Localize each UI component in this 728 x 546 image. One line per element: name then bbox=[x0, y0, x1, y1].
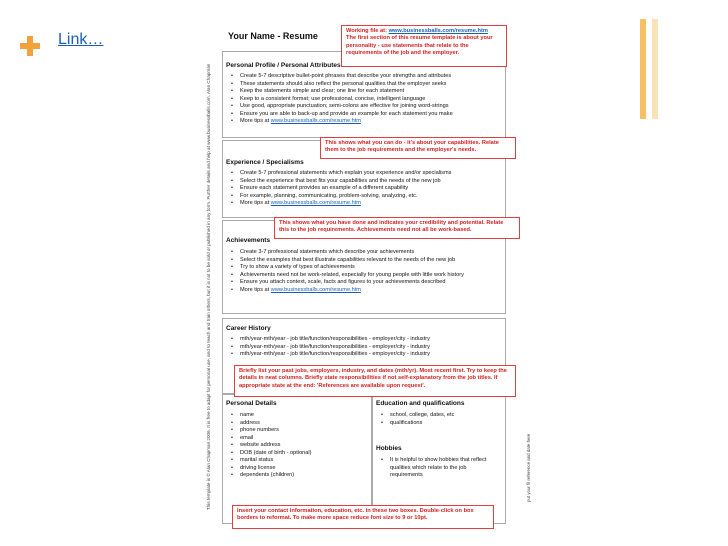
accent-bar-secondary bbox=[652, 19, 658, 119]
resume-template-image bbox=[198, 19, 533, 531]
copyright-side-text: This template is © Alan Chapman 2006. It is free to adapt for personal use, and to teach and train others, but it is not to be sold or published in any form. Further details and help at www.businessballs.com. Alan Chapman bbox=[205, 63, 211, 511]
reference-side-text: put your fil reference and date here bbox=[526, 433, 531, 502]
profile-heading: Personal Profile / Personal Attributes bbox=[226, 62, 341, 69]
list-item: • driving license bbox=[240, 465, 312, 473]
personal-heading: Personal Details bbox=[226, 400, 277, 407]
list-item: • Try to show a variety of types of achievements bbox=[240, 264, 464, 272]
achievements-list bbox=[226, 249, 464, 294]
list-item: • address bbox=[240, 420, 312, 428]
list-item: • Create 5-7 descriptive bullet-point phrases that describe your strengths and attributes bbox=[240, 73, 453, 81]
tips-prefix: More tips at bbox=[240, 200, 271, 207]
personal-list bbox=[226, 412, 312, 480]
list-item bbox=[240, 200, 451, 208]
list-item: • Ensure you are able to back-up and provide an example for each statement you make bbox=[240, 111, 453, 119]
list-item: • qualifications bbox=[390, 420, 454, 428]
list-item: • marital status bbox=[240, 457, 312, 465]
credibility-note: This shows what you have done and indicates your credibility and potential. Relate this to the job requirements. Achievements need not all be work-based. bbox=[274, 217, 520, 239]
list-item: • dependents (children) bbox=[240, 472, 312, 480]
tips-link[interactable]: www.businessballs.com/resume.htm bbox=[270, 118, 361, 125]
experience-list bbox=[226, 170, 451, 208]
tips-prefix: More tips at bbox=[240, 118, 271, 125]
career-note: Briefly list your past jobs, employers, industry, and dates (mth/yr). Most recent first. Try to keep the details in neat columns. Briefly state responsibilities if not self-explanatory from the job titles. If appropriate state at the end: 'References are available upon request'. bbox=[234, 365, 516, 397]
capabilities-note: This shows what you can do - it's about your capabilities. Relate them to the job requirements and the employer's needs. bbox=[320, 137, 516, 159]
working-body: The first section of this resume template is about your personality - use statements that relate to the requirements of the job and the employer. bbox=[346, 35, 493, 57]
plus-bullet-icon bbox=[20, 36, 40, 56]
tips-link[interactable]: www.businessballs.com/resume.htm bbox=[270, 200, 361, 207]
list-item: • Create 3-7 professional statements which describe your achievements bbox=[240, 249, 464, 257]
list-item: • school, college, dates, etc bbox=[390, 412, 454, 420]
resume-link[interactable]: Link… bbox=[58, 31, 104, 48]
list-item: • mth/year-mth/year - job title/function/responsibilities - employer/city - industry bbox=[240, 344, 430, 352]
list-item: • Use good, appropriate punctuation; semi-colons are effective for joining word-strings bbox=[240, 103, 453, 111]
hobbies-list bbox=[376, 457, 500, 480]
experience-heading: Experience / Specialisms bbox=[226, 159, 304, 166]
list-item: • Select the experience that best fits your capabilities and the needs of the new job bbox=[240, 178, 451, 186]
list-item: • Keep the statements simple and clear; one line for each statement bbox=[240, 88, 453, 96]
working-link[interactable]: www.businessballs.com/resume.htm bbox=[388, 28, 488, 34]
resume-title: Your Name - Resume bbox=[228, 31, 318, 41]
list-item: • Select the examples that best illustrate capabilities relevant to the needs of the new job bbox=[240, 257, 464, 265]
achievements-heading: Achievements bbox=[226, 237, 271, 244]
list-item: • For example, planning, communicating, problem-solving, analyzing, etc. bbox=[240, 193, 451, 201]
list-item: • Keep to a consistent format; use professional, concise, intelligent language bbox=[240, 96, 453, 104]
list-item bbox=[240, 118, 453, 126]
list-item: • email bbox=[240, 435, 312, 443]
list-item: • mth/year-mth/year - job title/function/responsibilities - employer/city - industry bbox=[240, 351, 430, 359]
list-item: • Ensure you attach context, scale, facts and figures to your achievements described bbox=[240, 279, 464, 287]
accent-bar bbox=[640, 19, 646, 119]
list-item: • website address bbox=[240, 442, 312, 450]
profile-list bbox=[226, 73, 453, 126]
education-heading: Education and qualifications bbox=[376, 400, 465, 407]
career-list bbox=[226, 336, 430, 359]
list-item: • Create 5-7 professional statements which explain your experience and/or specialisms bbox=[240, 170, 451, 178]
tips-link[interactable]: www.businessballs.com/resume.htm bbox=[270, 286, 361, 293]
list-item: • Ensure each statement provides an example of a different capability bbox=[240, 185, 451, 193]
list-item: • mth/year-mth/year - job title/function/responsibilities - employer/city - industry bbox=[240, 336, 430, 344]
career-heading: Career History bbox=[226, 325, 271, 332]
list-item: • Achievements need not be work-related, especially for young people with little work history bbox=[240, 272, 464, 280]
list-item: • phone numbers bbox=[240, 427, 312, 435]
hobbies-heading: Hobbies bbox=[376, 445, 402, 452]
list-item bbox=[240, 287, 464, 295]
working-file-note bbox=[341, 25, 507, 67]
list-item: • DOB (date of birth - optional) bbox=[240, 450, 312, 458]
list-item: • It is helpful to show hobbies that reflect qualities which relate to the job requirements bbox=[390, 457, 500, 480]
list-item: • name bbox=[240, 412, 312, 420]
tips-prefix: More tips at bbox=[240, 286, 271, 293]
contact-note: Insert your contact information, education, etc. in these two boxes. Double-click on box borders to reformat. To make more space reduce font size to 9 or 10pt. bbox=[232, 505, 494, 529]
working-prefix: Working file at: bbox=[346, 28, 389, 34]
list-item: • These statements should also reflect the personal qualities that the employer seeks bbox=[240, 81, 453, 89]
education-list bbox=[376, 412, 454, 427]
